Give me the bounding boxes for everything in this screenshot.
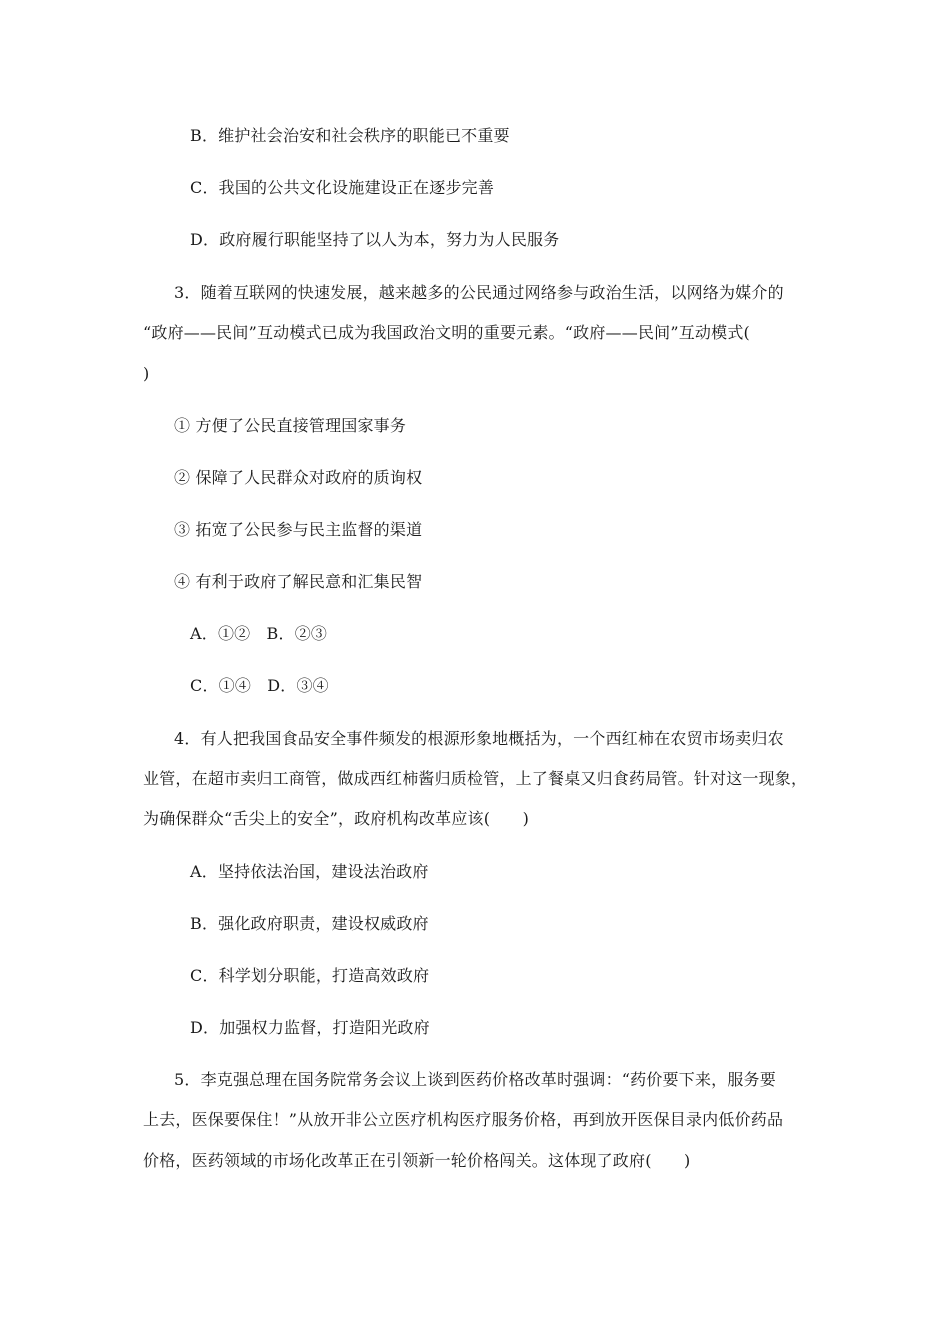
q3-item-4: ④ 有利于政府了解民意和汇集民智 [174, 572, 423, 591]
q4-option-b: B．强化政府职责，建设权威政府 [190, 914, 429, 933]
q5-stem-line-1: 5．李克强总理在国务院常务会议上谈到医药价格改革时强调：“药价要下来，服务要 [174, 1070, 776, 1089]
q2-option-d: D．政府履行职能坚持了以人为本，努力为人民服务 [190, 230, 560, 249]
q3-item-2: ② 保障了人民群众对政府的质询权 [174, 468, 423, 487]
q4-stem-line-1: 4．有人把我国食品安全事件频发的根源形象地概括为，一个西红柿在农贸市场卖归农 [174, 729, 784, 748]
q4-stem-line-3: 为确保群众“舌尖上的安全”，政府机构改革应该( ) [143, 809, 530, 828]
q3-stem-line-3: ) [143, 364, 150, 383]
q4-option-a: A．坚持依法治国，建设法治政府 [190, 862, 429, 881]
q5-stem-line-3: 价格，医药领域的市场化改革正在引领新一轮价格闯关。这体现了政府( ) [143, 1151, 691, 1170]
q4-stem-line-2: 业管，在超市卖归工商管，做成西红柿酱归质检管，上了餐桌又归食药局管。针对这一现象， [143, 769, 808, 788]
q3-stem-line-1: 3．随着互联网的快速发展，越来越多的公民通过网络参与政治生活，以网络为媒介的 [174, 283, 784, 302]
q4-option-c: C．科学划分职能，打造高效政府 [190, 966, 430, 985]
q2-option-c: C．我国的公共文化设施建设正在逐步完善 [190, 178, 495, 197]
q3-options-ab: A．①② B．②③ [190, 624, 328, 643]
q3-stem-line-2: “政府——民间”互动模式已成为我国政治文明的重要元素。“政府——民间”互动模式( [143, 323, 750, 342]
q4-option-d: D．加强权力监督，打造阳光政府 [190, 1018, 430, 1037]
q5-stem-line-2: 上去，医保要保住！”从放开非公立医疗机构医疗服务价格，再到放开医保目录内低价药品 [143, 1110, 784, 1129]
q3-item-1: ① 方便了公民直接管理国家事务 [174, 416, 407, 435]
q3-options-cd: C．①④ D．③④ [190, 676, 329, 695]
q2-option-b: B．维护社会治安和社会秩序的职能已不重要 [190, 126, 510, 145]
q3-item-3: ③ 拓宽了公民参与民主监督的渠道 [174, 520, 423, 539]
